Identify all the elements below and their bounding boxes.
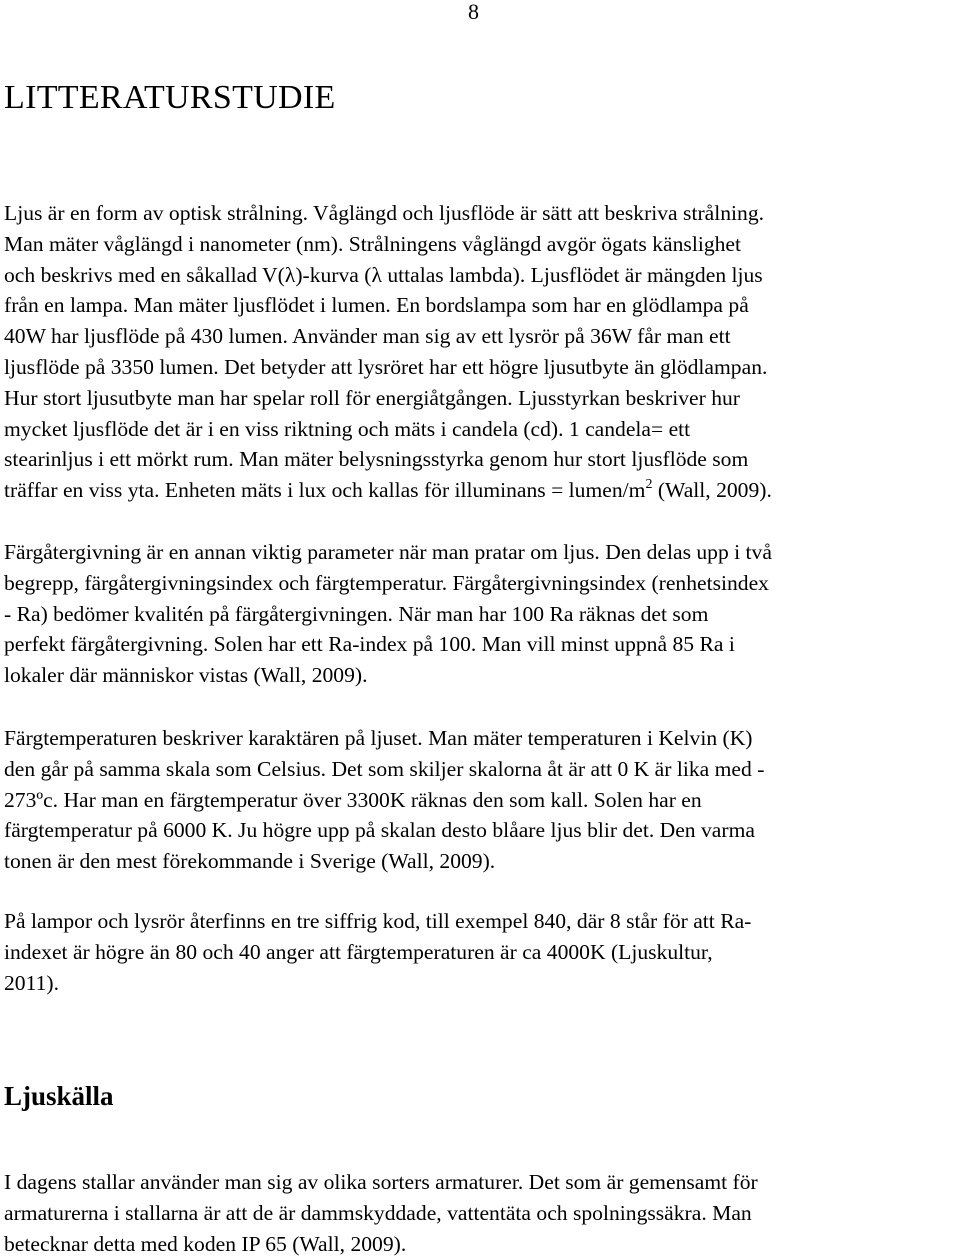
- text-line: betecknar detta med koden IP 65 (Wall, 2009).: [4, 1231, 407, 1256]
- text-line: ljusflöde på 3350 lumen. Det betyder att lysröret har ett högre ljusutbyte än glödlampan.: [4, 354, 768, 379]
- text-line: 2011).: [4, 970, 59, 995]
- text-line: den går på samma skala som Celsius. Det som skiljer skalorna åt är att 0 K är lika med -: [4, 756, 765, 781]
- paragraph-color-temperature: [4, 723, 956, 877]
- subsection-heading: Ljuskälla: [4, 1081, 114, 1111]
- text-line: I dagens stallar använder man sig av olika sorters armaturer. Det som är gemensamt för: [4, 1170, 758, 1194]
- text-line: från en lampa. Man mäter ljusflödet i lumen. En bordslampa som har en glödlampa på: [4, 293, 749, 318]
- text-line: Hur stort ljusutbyte man har spelar roll för energiåtgången. Ljusstyrkan beskriver hur: [4, 385, 740, 410]
- text-line: träffar en viss yta. Enheten mäts i lux och kallas för illuminans = lumen/m: [4, 478, 646, 503]
- text-line: Färgåtergivning är en annan viktig parameter när man pratar om ljus. Den delas upp i två: [4, 540, 772, 564]
- text-line: 40W har ljusflöde på 430 lumen. Använder man sig av ett lysrör på 36W får man ett: [4, 324, 731, 349]
- text-line: mycket ljusflöde det är i en viss riktning och mäts i candela (cd). 1 candela= ett: [4, 416, 691, 441]
- text-line: begrepp, färgåtergivningsindex och färgtemperatur. Färgåtergivningsindex (renhetsindex: [4, 570, 769, 595]
- text-line: lokaler där människor vistas (Wall, 2009).: [4, 663, 368, 688]
- text-line: 273ºc. Har man en färgtemperatur över 3300K räknas den som kall. Solen har en: [4, 787, 702, 812]
- text-line: indexet är högre än 80 och 40 anger att färgtemperaturen är ca 4000K (Ljuskultur,: [4, 939, 713, 964]
- text-line: Ljus är en form av optisk strålning. Våglängd och ljusflöde är sätt att beskriva strålning.: [4, 201, 765, 225]
- text-line: stearinljus i ett mörkt rum. Man mäter belysningsstyrka genom hur stort ljusflöde som: [4, 447, 749, 472]
- text-line: Färgtemperaturen beskriver karaktären på ljuset. Man mäter temperaturen i Kelvin (K): [4, 726, 753, 750]
- text-line: armaturerna i stallarna är att de är dammskyddade, vattentäta och spolningssäkra. Man: [4, 1200, 752, 1225]
- text-line: perfekt färgåtergivning. Solen har ett Ra-index på 100. Man vill minst uppnå 85 Ra i: [4, 632, 735, 657]
- text-line: och beskrivs med en såkallad V(λ)-kurva (λ uttalas lambda). Ljusflödet är mängden ljus: [4, 262, 763, 287]
- paragraph-color-rendering: [4, 537, 956, 691]
- page-number: 8: [468, 0, 479, 24]
- text-line-end: (Wall, 2009).: [652, 478, 772, 503]
- section-heading: LITTERATURSTUDIE: [4, 79, 336, 116]
- text-line: tonen är den mest förekommande i Sverige (Wall, 2009).: [4, 849, 496, 874]
- superscript-exponent: 2: [645, 477, 653, 493]
- text-line: Man mäter våglängd i nanometer (nm). Strålningens våglängd avgör ögats känslighet: [4, 231, 741, 256]
- text-line: På lampor och lysrör återfinns en tre siffrig kod, till exempel 840, där 8 står för att Ra-: [4, 909, 752, 933]
- text-line: - Ra) bedömer kvalitén på färgåtergivningen. När man har 100 Ra räknas det som: [4, 601, 709, 626]
- paragraph-lamp-code: [4, 906, 956, 998]
- text-line: färgtemperatur på 6000 K. Ju högre upp på skalan desto blåare ljus blir det. Den varma: [4, 818, 755, 843]
- paragraph-light-source: [4, 1167, 956, 1259]
- paragraph-light-basics: [4, 198, 956, 506]
